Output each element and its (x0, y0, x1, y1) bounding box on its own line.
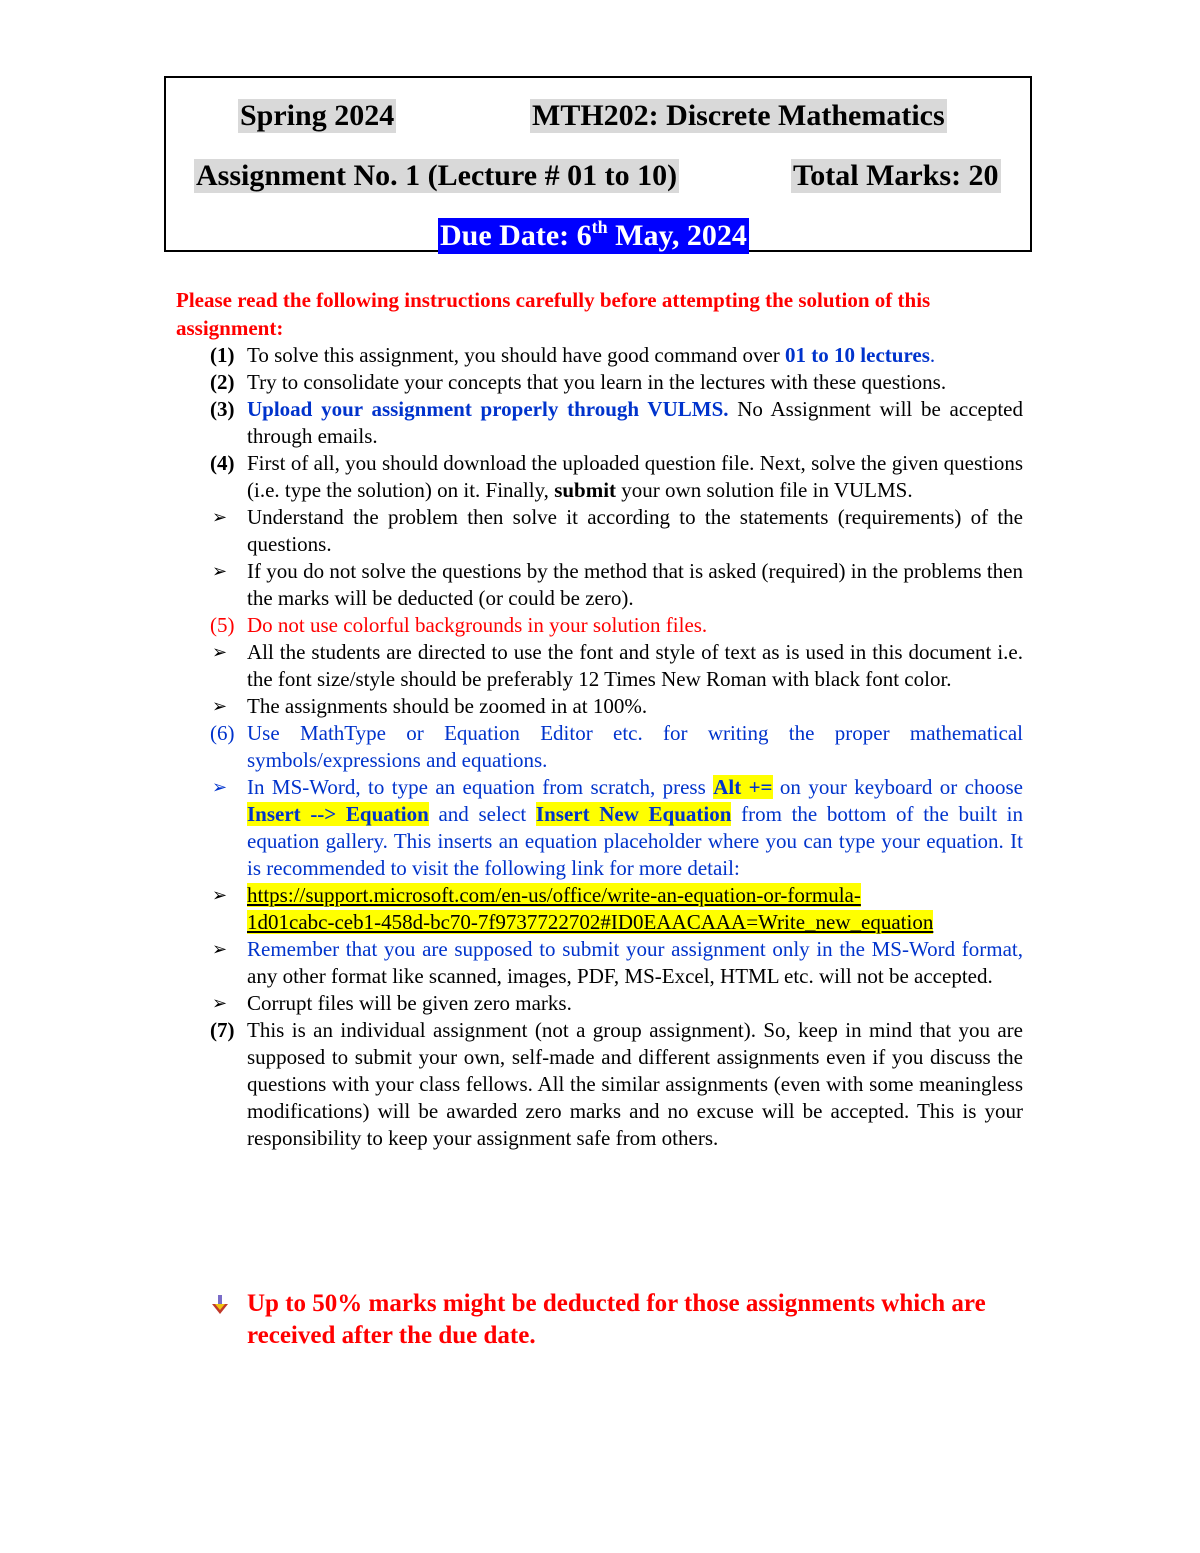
instructions-list (0, 342, 1200, 1152)
instruction-text: In MS-Word, to type an equation from scratch, press (247, 775, 714, 799)
instruction-text: This is an individual assignment (not a group assignment). So, keep in mind that you are supposed to submit your own, self-made and different assignments even if you discuss the questions with your class fellows. All the similar assignments (even with some meaningless modifications) will be awarded zero marks and no excuse will be accepted. This is your responsibility to keep your assignment safe from others. (247, 1018, 1023, 1150)
arrowhead-bullet-icon: ➢ (212, 885, 228, 906)
item-marker: (7) (210, 1018, 235, 1042)
instruction-text: Try to consolidate your concepts that you learn in the lectures with these questions. (247, 370, 947, 394)
instruction-text: All the students are directed to use the font and style of text as is used in this document i.e. the font size/style should be preferably 12 Times New Roman with black font color. (247, 640, 1023, 691)
ms-word-format-note: Remember that you are supposed to submit your assignment only in the MS-Word format, (247, 937, 1023, 961)
due-date-prefix: Due Date: 6 (440, 219, 592, 252)
instruction-3 (0, 396, 1023, 450)
lectures-range: 01 to 10 lectures (785, 343, 930, 367)
due-date-ordinal: th (591, 217, 608, 237)
item-marker: (2) (210, 370, 235, 394)
bullet-equation-howto (0, 774, 1023, 882)
course-title: MTH202: Discrete Mathematics (532, 99, 945, 132)
down-arrow-bullet-icon (210, 1294, 230, 1316)
instruction-text: Corrupt files will be given zero marks. (247, 991, 572, 1015)
instruction-text: The assignments should be zoomed in at 100%. (247, 694, 648, 718)
bullet-font-style (0, 639, 1023, 693)
semester-label: Spring 2024 (240, 99, 395, 132)
due-date (438, 218, 749, 254)
instruction-text: on your keyboard or choose (772, 775, 1023, 799)
arrowhead-bullet-icon: ➢ (212, 696, 228, 717)
bullet-zoom (0, 693, 1023, 720)
item-marker: (5) (210, 613, 235, 637)
item-marker: (4) (210, 451, 235, 475)
instruction-text: First of all, you should download the uploaded question file. Next, solve the given questions (i.e. type the solution) on it. Finally, (247, 451, 1023, 502)
shortcut-alt-equals: Alt += (713, 775, 773, 799)
bullet-corrupt-files (0, 990, 1023, 1017)
instruction-text: No Assignment will be accepted through emails. (247, 397, 1023, 448)
instructions-intro: Please read the following instructions carefully before attempting the solution of this assignment: (176, 288, 931, 340)
item-marker: (6) (210, 721, 235, 745)
submit-keyword: submit (554, 478, 617, 502)
total-marks: Total Marks: 20 (793, 159, 999, 192)
instruction-7 (0, 1017, 1023, 1152)
instruction-text: Do not use colorful backgrounds in your solution files. (247, 613, 708, 637)
assignment-header-box (164, 76, 1032, 252)
instruction-6 (0, 720, 1023, 774)
arrowhead-bullet-icon: ➢ (212, 993, 228, 1014)
upload-instruction: Upload your assignment properly through VULMS. (247, 397, 729, 421)
instruction-text: To solve this assignment, you should have good command over (247, 343, 786, 367)
instruction-text: and select (428, 802, 536, 826)
instruction-1 (0, 342, 1023, 369)
item-marker: (1) (210, 343, 235, 367)
instruction-2 (0, 369, 1023, 396)
support-link-line-2[interactable]: 1d01cabc-ceb1-458d-bc70-7f9737722702#ID0EAACAAA=Write_new_equation (247, 910, 934, 934)
arrowhead-bullet-icon: ➢ (212, 507, 228, 528)
instruction-4 (0, 450, 1023, 504)
bullet-ms-word-format (0, 936, 1023, 990)
menu-insert-equation: Insert --> Equation (247, 802, 429, 826)
late-submission-warning (210, 1288, 1030, 1352)
due-date-suffix: May, 2024 (607, 219, 747, 252)
menu-insert-new-equation: Insert New Equation (535, 802, 732, 826)
bullet-support-link (0, 882, 1023, 936)
support-link-line-1[interactable]: https://support.microsoft.com/en-us/office/write-an-equation-or-formula- (247, 883, 861, 907)
arrowhead-bullet-icon: ➢ (212, 642, 228, 663)
instruction-text: your own solution file in VULMS. (616, 478, 913, 502)
bullet-method (0, 558, 1023, 612)
bullet-understand-problem (0, 504, 1023, 558)
assignment-number: Assignment No. 1 (Lecture # 01 to 10) (196, 159, 678, 192)
item-marker: (3) (210, 397, 235, 421)
arrowhead-bullet-icon: ➢ (212, 939, 228, 960)
instruction-text: Understand the problem then solve it according to the statements (requirements) of the questions. (247, 505, 1023, 556)
instruction-text: If you do not solve the questions by the method that is asked (required) in the problems then the marks will be deducted (or could be zero). (247, 559, 1023, 610)
instruction-text: any other format like scanned, images, PDF, MS-Excel, HTML etc. will not be accepted. (247, 964, 993, 988)
arrowhead-bullet-icon: ➢ (212, 561, 228, 582)
instruction-5 (0, 612, 1023, 639)
instruction-text: . (929, 343, 936, 367)
instruction-text: from the bottom of the built in equation gallery. This inserts an equation placeholder where you can type your equation. It is recommended to visit the following link for more detail: (247, 802, 1024, 880)
instruction-text: Use MathType or Equation Editor etc. for writing the proper mathematical symbols/expressions and equations. (247, 721, 1023, 772)
arrowhead-bullet-icon: ➢ (212, 777, 228, 798)
late-submission-text: Up to 50% marks might be deducted for those assignments which are received after the due date. (247, 1290, 986, 1349)
